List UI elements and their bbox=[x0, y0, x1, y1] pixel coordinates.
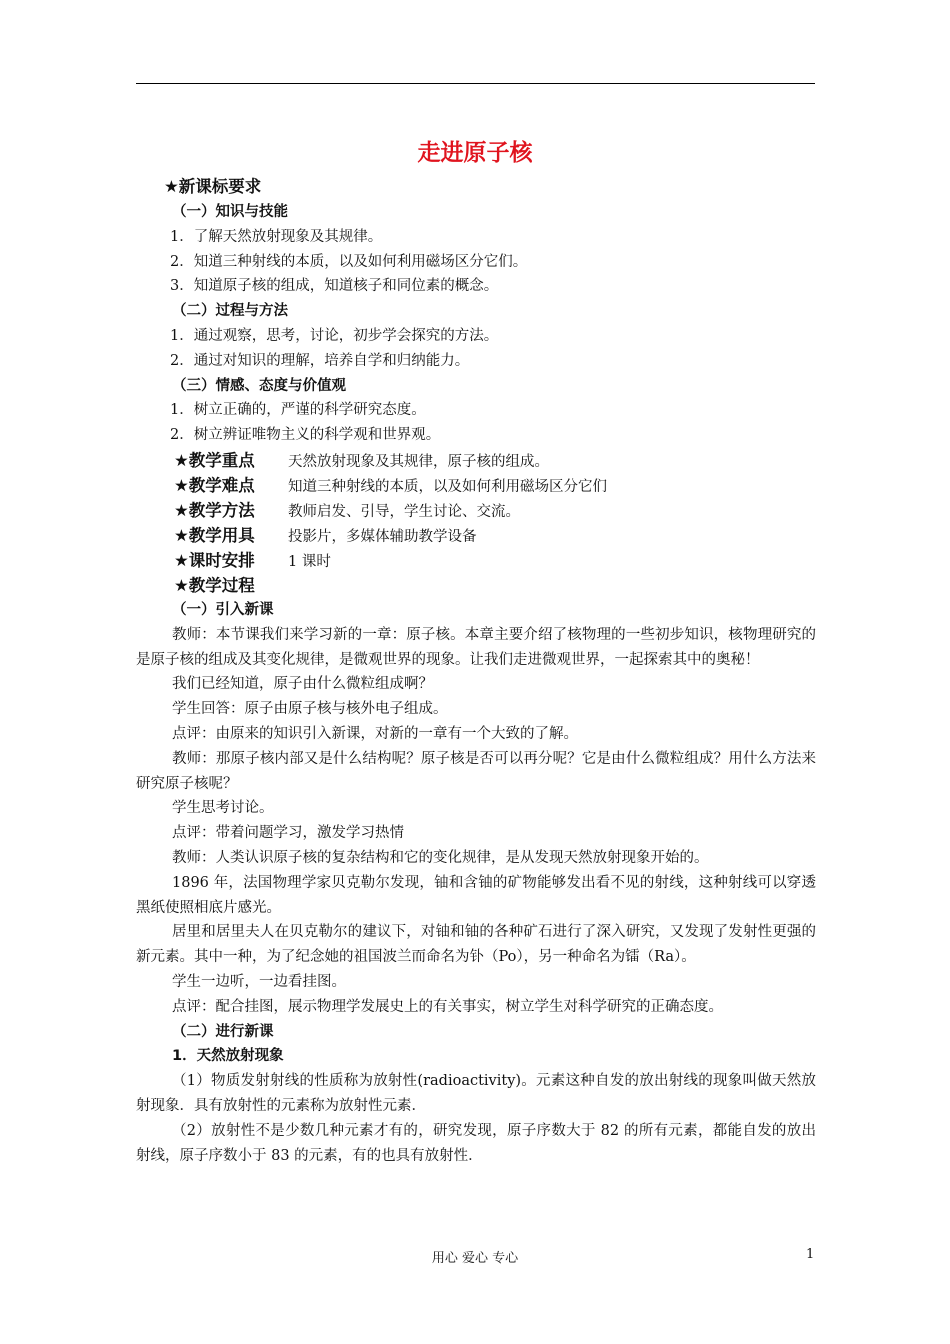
process-heading: （二）过程与方法 bbox=[172, 303, 288, 320]
list-item: 2．树立辨证唯物主义的科学观和世界观。 bbox=[170, 427, 441, 444]
paragraph: （2）放射性不是少数几种元素才有的，研究发现，原子序数大于 82 的所有元素，都能自发的放出射线，原子序数小于 83 的元素，有的也具有放射性． bbox=[136, 1122, 816, 1164]
paragraph: 我们已经知道，原子由什么微粒组成啊？ bbox=[172, 676, 433, 693]
topic1-heading: 1．天然放射现象 bbox=[172, 1048, 284, 1065]
paragraph: 点评：由原来的知识引入新课，对新的一章有一个大致的了解。 bbox=[172, 725, 578, 742]
schedule-value: 1 课时 bbox=[288, 553, 331, 570]
list-item: 2．通过对知识的理解，培养自学和归纳能力。 bbox=[170, 352, 470, 369]
method-label: ★教学方法 bbox=[174, 500, 255, 520]
key-point-value: 天然放射现象及其规律，原子核的组成。 bbox=[288, 453, 549, 470]
paragraph: 点评：带着问题学习，激发学习热情 bbox=[172, 825, 404, 842]
standards-heading: ★新课标要求 bbox=[164, 177, 262, 196]
tools-label: ★教学用具 bbox=[174, 525, 255, 545]
footer-text: 用心 爱心 专心 bbox=[431, 1251, 519, 1266]
paragraph: 点评：配合挂图，展示物理学发展史上的有关事实，树立学生对科学研究的正确态度。 bbox=[172, 998, 723, 1015]
emotion-heading: （三）情感、态度与价值观 bbox=[172, 377, 346, 394]
key-point-label: ★教学重点 bbox=[174, 450, 255, 470]
paragraph: 学生思考讨论。 bbox=[172, 800, 274, 817]
schedule-row bbox=[136, 548, 816, 573]
list-item: 3．知道原子核的组成，知道核子和同位素的概念。 bbox=[170, 278, 499, 295]
intro-heading: （一）引入新课 bbox=[172, 601, 274, 618]
paragraph: 教师：人类认识原子核的复杂结构和它的变化规律，是从发现天然放射现象开始的。 bbox=[172, 849, 709, 866]
difficulty-row bbox=[136, 473, 816, 498]
list-item: 1．通过观察，思考，讨论，初步学会探究的方法。 bbox=[170, 327, 499, 344]
paragraph: 1896 年，法国物理学家贝克勒尔发现，铀和含铀的矿物能够发出看不见的射线，这种射线可以穿透黑纸使照相底片感光。 bbox=[136, 874, 816, 916]
knowledge-heading: （一）知识与技能 bbox=[172, 204, 288, 220]
paragraph: 学生回答：原子由原子核与核外电子组成。 bbox=[172, 701, 448, 718]
list-item: 1．了解天然放射现象及其规律。 bbox=[170, 228, 383, 245]
tools-row bbox=[136, 523, 816, 548]
paragraph: （1）物质发射射线的性质称为放射性(radioactivity)。元素这种自发的放出射线的现象叫做天然放射现象．具有放射性的元素称为放射性元素． bbox=[136, 1073, 816, 1114]
header-rule bbox=[136, 83, 815, 84]
key-point-row bbox=[136, 448, 816, 473]
method-row bbox=[136, 498, 816, 523]
difficulty-value: 知道三种射线的本质，以及如何利用磁场区分它们 bbox=[288, 478, 607, 495]
difficulty-label: ★教学难点 bbox=[174, 475, 255, 495]
new-lesson-heading: （二）进行新课 bbox=[172, 1023, 274, 1040]
list-item: 1．树立正确的，严谨的科学研究态度。 bbox=[170, 402, 426, 419]
page-title: 走进原子核 bbox=[417, 140, 533, 166]
method-value: 教师启发、引导，学生讨论、交流。 bbox=[288, 503, 520, 520]
paragraph: 学生一边听，一边看挂图。 bbox=[172, 973, 346, 990]
page-number: 1 bbox=[806, 1247, 815, 1262]
teaching-process-row bbox=[136, 573, 816, 598]
teaching-process-heading: ★教学过程 bbox=[174, 575, 255, 595]
paragraph: 教师：那原子核内部又是什么结构呢？原子核是否可以再分呢？它是由什么微粒组成？用什么方法来研究原子核呢？ bbox=[136, 750, 816, 792]
schedule-label: ★课时安排 bbox=[174, 550, 255, 570]
list-item: 2．知道三种射线的本质，以及如何利用磁场区分它们。 bbox=[170, 253, 528, 270]
paragraph: 教师：本节课我们来学习新的一章：原子核。本章主要介绍了核物理的一些初步知识，核物理研究的是原子核的组成及其变化规律，是微观世界的现象。让我们走进微观世界，一起探索其中的奥秘！ bbox=[136, 626, 816, 668]
paragraph: 居里和居里夫人在贝克勒尔的建议下，对铀和铀的各种矿石进行了深入研究，又发现了发射性更强的新元素。其中一种，为了纪念她的祖国波兰而命名为钋（Po），另一种命名为镭（Ra）。 bbox=[136, 924, 816, 966]
tools-value: 投影片，多媒体辅助教学设备 bbox=[288, 528, 477, 545]
document-body bbox=[136, 174, 816, 1168]
